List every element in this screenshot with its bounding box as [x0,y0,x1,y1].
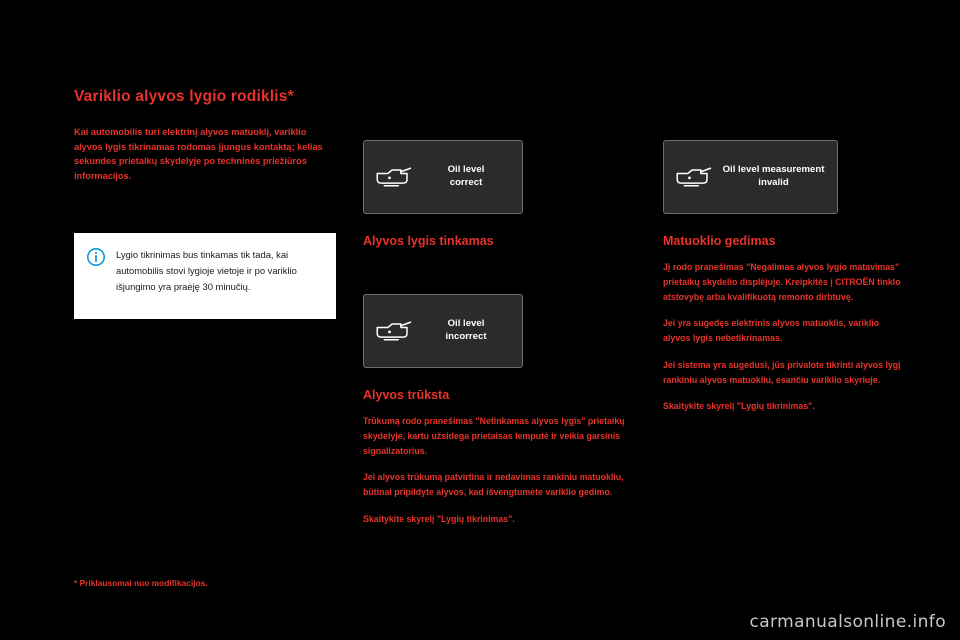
display-oil-level-correct [363,140,523,214]
sensor-fault-paragraph-4: Skaitykite skyrelį "Lygių tikrinimas". [663,401,815,412]
display-incorrect-text [418,318,514,344]
display-correct-text [418,164,514,190]
info-note-text: Lygio tikrinimas bus tinkamas tik tada, kai automobilis stovi lygioje vietoje ir po variklio išjungimo yra praėję 30 minučių. [116,249,297,293]
page-title: Variklio alyvos lygio rodiklis* [74,88,294,105]
display-measurement-invalid [663,140,838,214]
oil-can-icon [672,162,714,192]
sensor-fault-paragraph-3: Jei sistema yra sugedusi, jūs privalote tikrinti alyvos lygį rankiniu alyvos matuokliu, esančiu variklio skyriuje. [663,359,901,385]
display-incorrect-line2: incorrect [445,331,487,342]
info-icon [87,248,105,266]
footnote: * Priklausomai nuo modifikacijos. [74,578,208,588]
sensor-fault-paragraph-1: Jį rodo pranešimas "Negalimas alyvos lygio matavimas" prietaikų skydelio displėjuje. Kreipkitės į CITROËN tinklo atstovybę arba kvalifikuotą remonto dirbtuvę. [663,262,901,302]
oil-low-paragraph-2: Jei alyvos trūkumą patvirtina ir nedavimas rankiniu matuokliu, būtinai pripildyte alyvos, kad išvengtumėte variklio gedimo. [363,472,624,498]
display-correct-line2: correct [449,177,483,188]
display-invalid-line2: invalid [758,177,789,188]
oil-low-paragraph-1: Trūkumą rodo pranešimas "Netinkamas alyvos lygis" prietaikų skydelyje, kartu užsidega prietaisas lemputė ir veikia garsinis signalizatorius. [363,416,625,456]
watermark: carmanualsonline.info [749,612,946,632]
heading-oil-level-ok: Alyvos lygis tinkamas [363,234,494,248]
display-correct-line1: Oil level [447,164,485,176]
oil-can-icon [372,162,414,192]
right-column [663,140,903,414]
display-incorrect-line1: Oil level [447,318,485,330]
heading-sensor-fault: Matuoklio gedimas [663,234,776,248]
oil-can-icon [372,316,414,346]
display-invalid-text [718,164,829,190]
sensor-fault-paragraph-2: Jei yra sugedęs elektrinis alyvos matuoklis, variklio alyvos lygis nebetikrinamas. [663,318,880,344]
display-oil-level-incorrect [363,294,523,368]
heading-oil-low: Alyvos trūksta [363,388,450,402]
left-column [74,88,336,184]
info-note-box [74,233,336,319]
intro-paragraph: Kai automobilis turi elektrinį alyvos matuoklį, variklio alyvos lygis tikrinamas rodomas įjungus kontaktą; kelias sekundes prietaikų skydelyje po techninės priežiūros informacijos. [74,126,323,182]
middle-column [363,140,631,527]
oil-low-paragraph-3: Skaitykite skyrelį "Lygių tikrinimas". [363,513,515,524]
display-invalid-line1: Oil level measurement [722,164,825,176]
